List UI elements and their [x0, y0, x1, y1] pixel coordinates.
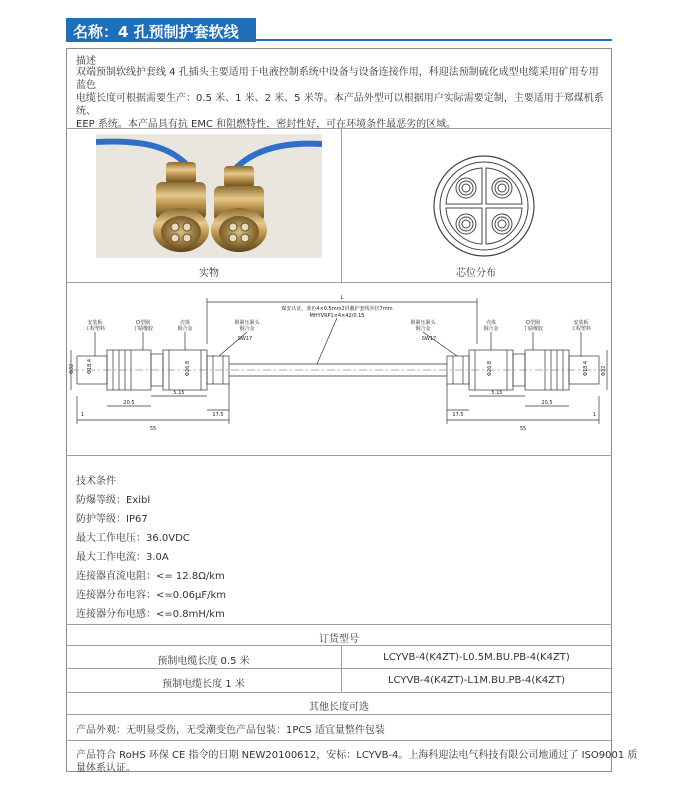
- appearance-text: 产品外观：无明显受伤，无受潮变色产品包装：1PCS 适宜量整件包装: [76, 725, 385, 736]
- order-heading: 订货型号: [319, 634, 359, 645]
- spec-item: 连接器分布电容：<=0.06μF/km: [76, 590, 227, 601]
- dim-phi-mid-right: Φ26.8: [487, 360, 493, 376]
- label-left-shell: 壳体铜合金: [177, 320, 193, 332]
- dim-1-right: 1: [593, 412, 597, 418]
- specs-heading: 技术条件: [76, 476, 116, 487]
- label-sw-right: SW17: [421, 336, 437, 342]
- description-line-1: 双端预制软线护套线 4 孔插头主要适用于电液控制系统中设备与设备连接作用，科迎法预制硫化成型电缆采用矿用专用蓝色: [76, 67, 599, 91]
- dim-20-5-left: 20.5: [123, 400, 135, 406]
- dim-phi-inner-right: Φ18.4: [583, 360, 589, 376]
- title-underline: [256, 39, 612, 41]
- pin-layout-diagram: [432, 154, 536, 258]
- spec-item: 防爆等级：Exibl: [76, 495, 151, 506]
- spec-item: 连接器直流电阻：<= 12.8Ω/km: [76, 571, 225, 582]
- order-other-lengths: 其他长度可选: [309, 702, 369, 713]
- description-heading: 描述: [76, 56, 96, 67]
- dim-1-left: 1: [81, 412, 85, 418]
- order-length-cell: 预制电缆长度 0.5 米: [157, 656, 250, 667]
- label-right-shell: 壳体铜合金: [483, 320, 499, 332]
- dim-overall-label: L: [340, 295, 344, 301]
- divider-order-row1: [66, 668, 612, 669]
- dim-55-left: 55: [149, 426, 157, 432]
- divider-drawing: [66, 455, 612, 456]
- dim-17-5-left: 17.5: [212, 412, 224, 418]
- technical-drawing: [67, 284, 611, 454]
- pin-caption: 芯位分布: [456, 268, 496, 279]
- dim-55-right: 55: [519, 426, 527, 432]
- left-shell-front: [107, 350, 151, 390]
- dim-17-5-right: 17.5: [452, 412, 464, 418]
- dim-20-5-right: 20.5: [541, 400, 553, 406]
- divider-order-row2: [66, 692, 612, 693]
- divider-appearance: [66, 740, 612, 741]
- label-left-nut: 锁紧压紧头铜合金: [234, 320, 260, 332]
- description-text: [76, 66, 606, 131]
- label-right-plate: 安装板工程塑料: [570, 320, 592, 332]
- photo-caption: 实物: [199, 268, 219, 279]
- divider-specs: [66, 624, 612, 625]
- spec-item: 最大工作电流：3.0A: [76, 552, 169, 563]
- dim-phi-mid-left: Φ26.8: [185, 360, 191, 376]
- compliance-line-1: 产品符合 RoHS 环保 CE 指令的日期 NEW20100612，安标：LCYVB-4。上海科迎法电气科技有限公司地通过了 ISO9001 质: [76, 750, 638, 761]
- label-sw-left: SW17: [237, 336, 253, 342]
- label-right-oring: O型圈丁腈橡胶: [522, 320, 544, 332]
- order-model-cell: LCYVB-4(K4ZT)-L1M.BU.PB-4(K4ZT): [387, 675, 566, 686]
- cable-label: 煤安认证，蓝色4×0.5mm2屏蔽护套线外径7mm: [281, 306, 393, 312]
- page-title: 名称：4 孔预制护套软线: [73, 23, 239, 41]
- divider-other: [66, 714, 612, 715]
- spec-item: 防护等级：IP67: [76, 514, 148, 525]
- title-bar: [66, 18, 612, 42]
- order-length-cell: 预制电缆长度 1 米: [162, 679, 245, 690]
- product-photo: [96, 134, 322, 258]
- compliance-line-2: 量体系认证。: [76, 763, 136, 774]
- title-box: [66, 18, 256, 42]
- spec-item: 最大工作电压：36.0VDC: [76, 533, 190, 544]
- spec-item: 连接器分布电感：<=0.8mH/km: [76, 609, 225, 620]
- dim-phi-outer-left: Φ32: [69, 363, 75, 374]
- description-line-2: 电缆长度可根据需要生产：0.5 米、1 米、2 米、5 米等。本产品外型可以根据用户实际需要定制，主要适用于郑煤机系统、: [76, 93, 604, 117]
- label-left-plate: 安装板工程塑料: [84, 320, 106, 332]
- dim-5-15-right: 5.15: [491, 390, 503, 396]
- order-model-cell: LCYVB-4(K4ZT)-L0.5M.BU.PB-4(K4ZT): [383, 652, 570, 663]
- description-line-3: EEP 系统。本产品具有抗 EMC 和阻燃特性，密封性好，可在环境条件最恶劣的区域。: [76, 119, 457, 130]
- cable-model-label: MHYVRP1×4×42/0.15: [309, 313, 365, 319]
- divider-images: [66, 282, 612, 283]
- divider-images-vertical: [341, 128, 342, 282]
- dim-phi-inner-left: Φ18.4: [87, 358, 93, 374]
- dim-phi-outer-right: Φ32: [601, 365, 607, 376]
- label-right-nut: 锁紧压紧头铜合金: [410, 320, 436, 332]
- dim-5-15-left: 5.15: [173, 390, 185, 396]
- label-left-oring: O型圈丁腈橡胶: [132, 320, 154, 332]
- divider-order-heading: [66, 645, 612, 646]
